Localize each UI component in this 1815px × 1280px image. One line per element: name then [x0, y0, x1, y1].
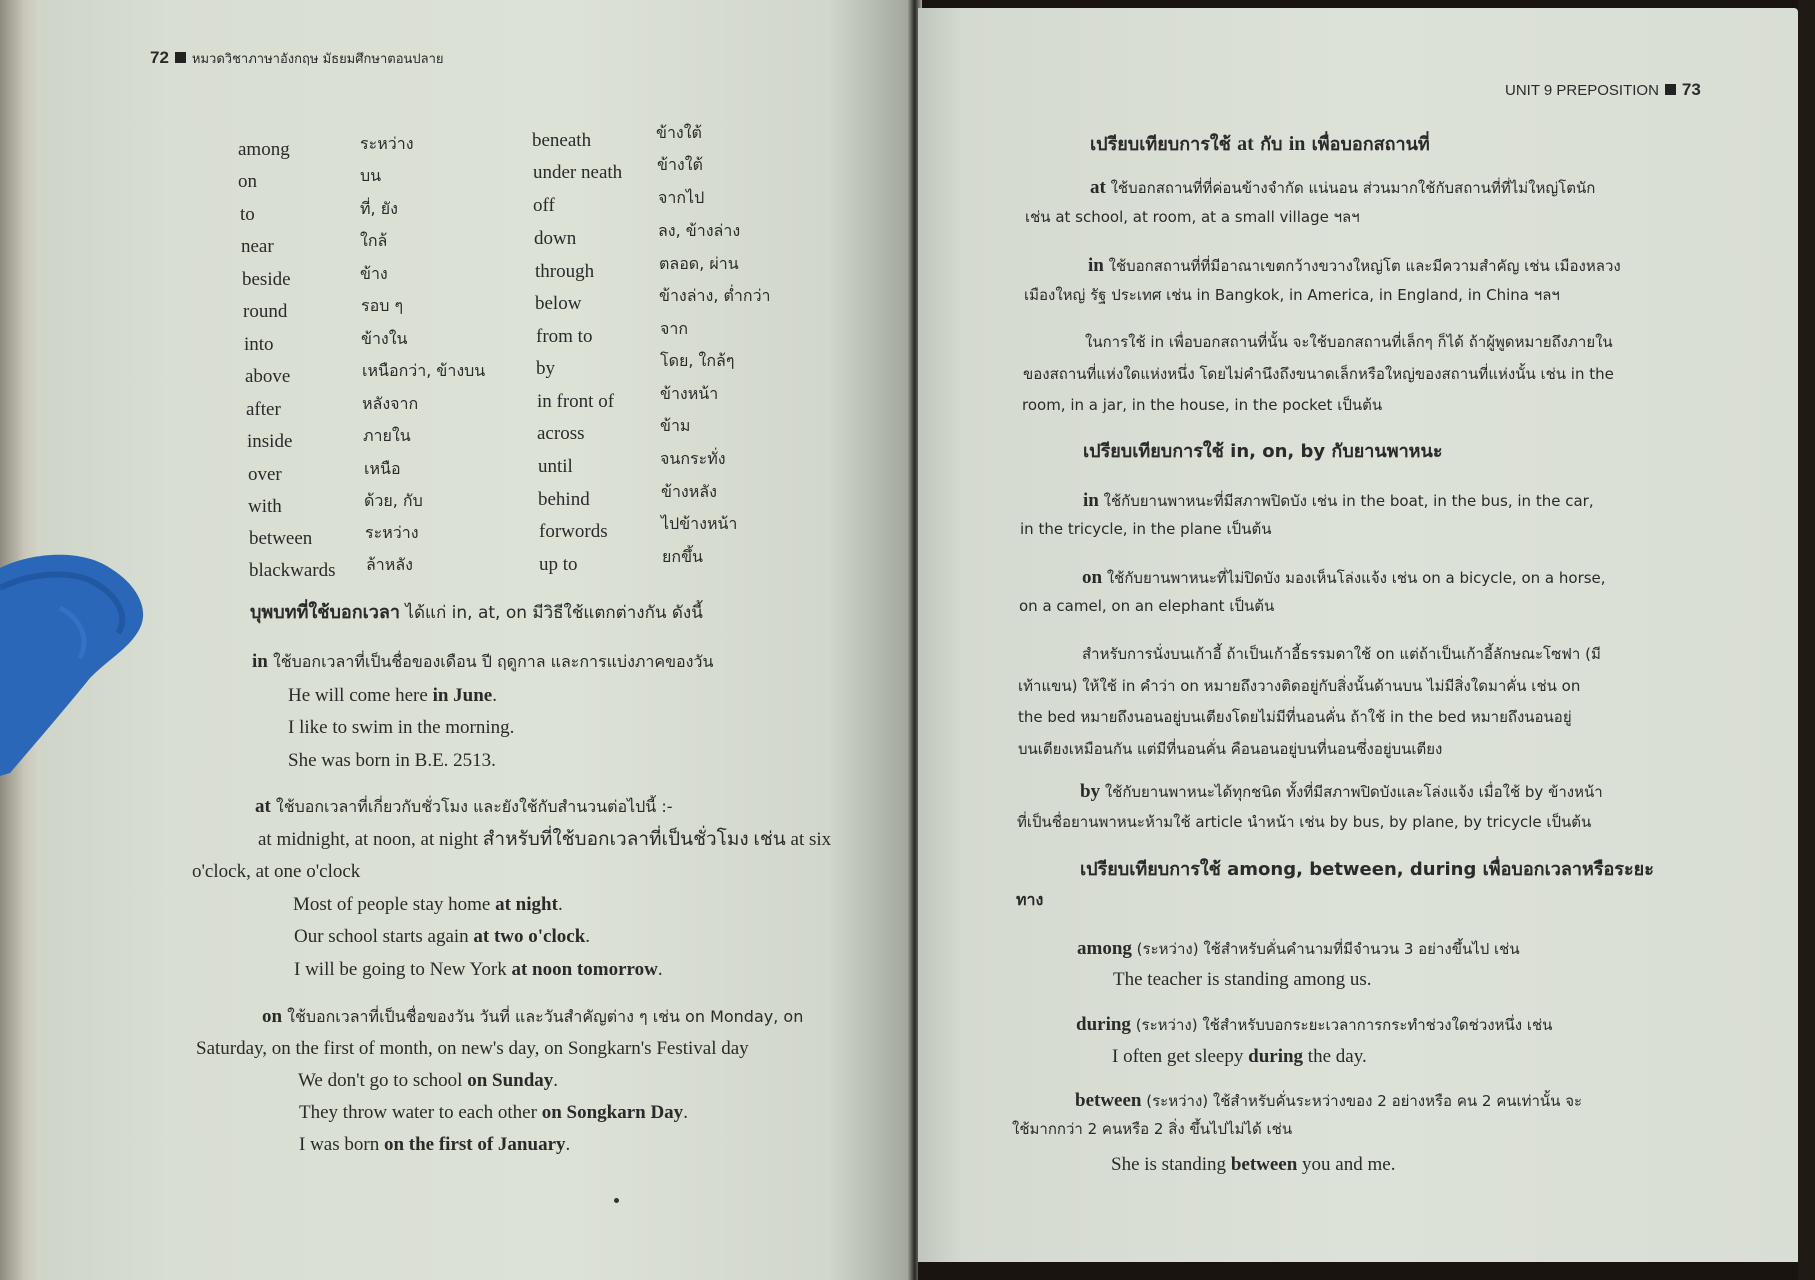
at-description: ใช้บอกเวลาที่เกี่ยวกับชั่วโมง และยังใช้กับสำนวนต่อไปนี้ :- — [270, 797, 673, 816]
at-example-1 — [293, 895, 563, 914]
vocab-th: ยกขึ้น — [662, 547, 703, 566]
example-text: I will be going to New York — [294, 959, 512, 980]
between-line-2: ใช้มากกว่า 2 คนหรือ 2 สิ่ง ขึ้นไปไม่ได้ เช่น — [1012, 1120, 1293, 1138]
at-line-1-text: at midnight, at noon, at night สำหรับที่ใช้บอกเวลาที่เป็นชั่วโมง เช่น at six — [258, 829, 832, 850]
among-desc: (ระหว่าง) ใช้สำหรับคั่นคำนามที่มีจำนวน 3 อย่างขึ้นไป เช่น — [1131, 940, 1520, 958]
vocab-en: from to — [536, 326, 593, 347]
in-place-rule — [1088, 256, 1621, 275]
header-square-icon — [1665, 84, 1676, 95]
example-bold: at night — [495, 894, 558, 915]
vocab-th: ระหว่าง — [365, 523, 419, 542]
vocab-th: จากไป — [658, 188, 705, 207]
unit-title: UNIT 9 PREPOSITION — [1505, 82, 1659, 99]
at-vs-in-heading — [1090, 134, 1430, 154]
background-strip-right — [1798, 0, 1815, 1280]
on-example-1 — [298, 1071, 558, 1090]
during-desc: (ระหว่าง) ใช้สำหรับบอกระยะเวลาการกระทำช่วงใดช่วงหนึ่ง เช่น — [1130, 1016, 1553, 1034]
vocab-en: over — [248, 464, 282, 485]
example-bold: at noon tomorrow — [511, 959, 658, 980]
at-time-rule — [255, 797, 672, 816]
at-line-2: o'clock, at one o'clock — [192, 861, 361, 882]
example-text: Our school starts again — [294, 926, 474, 947]
at-place-line-2: เช่น at school, at room, at a small village ฯลฯ — [1025, 208, 1360, 226]
in-label: in — [1088, 255, 1104, 276]
at-line-1 — [258, 830, 831, 849]
right-page-header — [1505, 80, 1701, 100]
vocab-en: blackwards — [249, 560, 336, 581]
vocab-en: to — [240, 204, 255, 225]
vocab-th: ภายใน — [363, 426, 411, 445]
vocab-en: beneath — [532, 130, 592, 151]
vocab-th: ข้างใต้ — [657, 155, 703, 174]
vocab-en: in front of — [537, 391, 615, 412]
example-text: I was born — [299, 1134, 384, 1155]
vocab-th: จนกระทั่ง — [660, 449, 726, 468]
chair-note-2: เท้าแขน) ให้ใช้ in คำว่า on หมายถึงวางติดอยู่กับสิ่งนั้นด้านบน ไม่มีสิ่งใดมาคั่น เช่น on — [1018, 677, 1581, 695]
between-label: between — [1075, 1090, 1142, 1111]
example-punct: . — [492, 685, 497, 706]
chair-note-4: บนเตียงเหมือนกัน แต่มีที่นอนคั่น คือนอนอยู่บนที่นอนซึ่งอยู่บนเตียง — [1018, 740, 1443, 758]
between-desc: (ระหว่าง) ใช้สำหรับคั่นระหว่างของ 2 อย่างหรือ คน 2 คนเท่านั้น จะ — [1141, 1092, 1583, 1110]
example-punct: . — [557, 894, 563, 915]
in-label: in — [252, 651, 268, 672]
at-example-2 — [294, 927, 590, 946]
on-vehicle-rule — [1082, 568, 1606, 587]
vocab-th: เหนือกว่า, ข้างบน — [362, 361, 486, 380]
in-vehicle-rule — [1083, 491, 1594, 510]
vocab-en: after — [246, 399, 281, 420]
time-prepositions-heading — [250, 603, 703, 622]
example-bold: in June — [432, 685, 493, 706]
in-place-note-2: ของสถานที่แห่งใดแห่งหนึ่ง โดยไม่คำนึงถึงขนาดเล็กหรือใหญ่ของสถานที่แห่งนั้น เช่น in the — [1023, 365, 1614, 383]
at-place-desc: ใช้บอกสถานที่ที่ค่อนข้างจำกัด แน่นอน ส่วนมากใช้กับสถานที่ที่ไม่ใหญ่โตนัก — [1105, 179, 1596, 197]
vocab-th: บน — [360, 166, 382, 185]
vocab-en: inside — [247, 431, 293, 452]
left-page-header — [150, 48, 444, 69]
example-bold: on Sunday — [467, 1070, 554, 1091]
vocab-en: down — [534, 228, 577, 249]
vocab-th: เหนือ — [364, 459, 401, 478]
example-bold: between — [1230, 1154, 1298, 1175]
example-bold: at two o'clock — [473, 926, 586, 947]
in-description: ใช้บอกเวลาที่เป็นชื่อของเดือน ปี ฤดูกาล และการแบ่งภาคของวัน — [267, 652, 714, 671]
example-bold: on Songkarn Day — [541, 1102, 684, 1123]
example-text: Most of people stay home — [293, 894, 496, 915]
by-label: by — [1080, 781, 1101, 802]
on-example-3 — [299, 1135, 570, 1154]
heading-part: at — [1237, 133, 1254, 155]
on-example-2 — [299, 1103, 688, 1122]
example-punct: . — [585, 926, 591, 947]
on-vehicle-desc: ใช้กับยานพาหนะที่ไม่ปิดบัง มองเห็นโล่งแจ้ง เช่น on a bicycle, on a horse, — [1102, 569, 1606, 587]
blue-glove-thumb — [0, 548, 150, 778]
at-label: at — [1090, 177, 1106, 198]
vocab-en: across — [537, 423, 585, 444]
vocab-en: until — [538, 456, 573, 477]
vocab-th: โดย, ใกล้ๆ — [660, 351, 735, 370]
in-place-line-2: เมืองใหญ่ รัฐ ประเทศ เช่น in Bangkok, in America, in England, in China ฯลฯ — [1024, 286, 1560, 304]
among-label: among — [1077, 938, 1132, 959]
time-heading-rest: ได้แก่ in, at, on มีวิธีใช้แตกต่างกัน ดังนี้ — [400, 603, 703, 623]
in-place-desc: ใช้บอกสถานที่ที่มีอาณาเขตกว้างขวางใหญ่โต และมีความสำคัญ เช่น เมืองหลวง — [1103, 257, 1621, 275]
among-between-heading: เปรียบเทียบการใช้ among, between, during เพื่อบอกเวลาหรือระยะ — [1080, 859, 1654, 880]
in-time-rule — [252, 652, 713, 671]
vocab-en: off — [533, 195, 555, 216]
example-punct: . — [657, 959, 663, 980]
vocab-en: near — [241, 236, 274, 257]
ink-speck — [614, 1198, 619, 1203]
vocab-en: up to — [539, 554, 578, 575]
among-between-heading-2: ทาง — [1016, 890, 1044, 909]
vocab-en: through — [535, 261, 595, 282]
vocab-th: ข้าง — [360, 264, 388, 283]
vocab-th: ที่, ยัง — [360, 199, 398, 218]
at-place-rule — [1090, 178, 1595, 197]
background-strip — [918, 1262, 1815, 1280]
on-time-rule — [262, 1007, 803, 1026]
vocab-th: ข้างหน้า — [660, 384, 719, 403]
example-text: you and me. — [1297, 1154, 1396, 1175]
example-text: I often get sleepy — [1112, 1046, 1249, 1067]
vocab-th: ระหว่าง — [360, 134, 414, 153]
vocab-th: ใกล้ — [360, 231, 388, 250]
vocab-th: ข้างล่าง, ต่ำกว่า — [659, 286, 771, 305]
left-page-number: 72 — [150, 48, 169, 67]
at-example-3 — [294, 960, 663, 979]
vocab-en: below — [535, 293, 582, 314]
on-line-2: Saturday, on the first of month, on new's day, on Songkarn's Festival day — [196, 1038, 749, 1059]
vocab-en: under neath — [533, 162, 623, 183]
heading-part: เปรียบเทียบการใช้ — [1090, 134, 1238, 155]
vocab-th: หลังจาก — [362, 394, 419, 413]
vocab-en: beside — [242, 269, 291, 290]
example-text: We don't go to school — [298, 1070, 468, 1091]
example-text: She is standing — [1111, 1154, 1231, 1175]
vocab-en: into — [244, 334, 274, 355]
vocab-en: round — [243, 301, 288, 322]
example-punct: . — [565, 1134, 571, 1155]
vocab-th: ด้วย, กับ — [364, 491, 423, 510]
in-vehicle-line-2: in the tricycle, in the plane เป็นต้น — [1020, 520, 1272, 538]
among-rule — [1077, 939, 1520, 958]
example-bold: during — [1248, 1046, 1304, 1067]
vocab-th: ล้าหลัง — [366, 555, 413, 574]
vocab-th: ไปข้างหน้า — [661, 514, 738, 533]
in-place-note-1: ในการใช้ in เพื่อบอกสถานที่นั้น จะใช้บอกสถานที่เล็กๆ ก็ได้ ถ้าผู้พูดหมายถึงภายใน — [1085, 333, 1613, 351]
left-running-title: หมวดวิชาภาษาอังกฤษ มัธยมศึกษาตอนปลาย — [191, 52, 444, 67]
vocab-th: ข้างใน — [361, 329, 408, 348]
vocab-en: by — [536, 358, 555, 379]
between-rule — [1075, 1091, 1582, 1110]
example-text: the day. — [1303, 1046, 1367, 1067]
vocab-th: ข้าม — [660, 416, 691, 435]
vocab-en: forwords — [539, 521, 608, 542]
on-label: on — [262, 1006, 283, 1027]
vocab-th: ลง, ข้างล่าง — [658, 221, 741, 240]
in-place-note-3: room, in a jar, in the house, in the pocket เป็นต้น — [1022, 396, 1383, 414]
by-vehicle-rule — [1080, 782, 1603, 801]
during-example — [1112, 1047, 1367, 1066]
right-page-number: 73 — [1681, 80, 1701, 99]
example-bold: on the first of January — [383, 1134, 566, 1155]
in-label: in — [1083, 490, 1099, 511]
vocab-th: ตลอด, ผ่าน — [659, 254, 739, 273]
vehicle-heading: เปรียบเทียบการใช้ in, on, by กับยานพาหนะ — [1083, 441, 1443, 462]
vocab-en: on — [238, 171, 257, 192]
heading-part: กับ — [1253, 134, 1289, 155]
vocab-th: จาก — [660, 319, 689, 338]
between-example — [1111, 1155, 1395, 1174]
vocab-th: ข้างหลัง — [661, 482, 717, 501]
example-text: He will come here — [288, 685, 433, 706]
vocab-en: with — [248, 496, 282, 517]
by-vehicle-desc: ใช้กับยานพาหนะได้ทุกชนิด ทั้งที่มีสภาพปิดบังและโล่งแจ้ง เมื่อใช้ by ข้างหน้า — [1100, 783, 1603, 801]
in-example-1 — [288, 686, 497, 705]
vocab-en: behind — [538, 489, 590, 510]
chair-note-1: สำหรับการนั่งบนเก้าอี้ ถ้าเป็นเก้าอี้ธรรมดาใช้ on แต่ถ้าเป็นเก้าอี้ลักษณะโซฟา (มี — [1082, 645, 1601, 663]
vocab-th: ข้างใต้ — [656, 123, 702, 142]
by-vehicle-line-2: ที่เป็นชื่อยานพาหนะห้ามใช้ article นำหน้า เช่น by bus, by plane, by tricycle เป็นต้น — [1017, 813, 1592, 831]
example-text: They throw water to each other — [299, 1102, 542, 1123]
at-label: at — [255, 796, 271, 817]
on-description: ใช้บอกเวลาที่เป็นชื่อของวัน วันที่ และวันสำคัญต่าง ๆ เช่น on Monday, on — [282, 1007, 804, 1026]
vocab-th: รอบ ๆ — [361, 296, 404, 315]
header-square-icon — [175, 52, 186, 63]
on-label: on — [1082, 567, 1103, 588]
among-example: The teacher is standing among us. — [1113, 969, 1372, 990]
vocab-en: between — [249, 528, 313, 549]
on-vehicle-line-2: on a camel, on an elephant เป็นต้น — [1019, 597, 1275, 615]
in-example-3: She was born in B.E. 2513. — [288, 750, 496, 771]
vocab-en: above — [245, 366, 291, 387]
heading-part: in — [1288, 133, 1306, 155]
during-label: during — [1076, 1014, 1131, 1035]
example-punct: . — [553, 1070, 559, 1091]
chair-note-3: the bed หมายถึงนอนอยู่บนเตียงโดยไม่มีที่นอนคั่น ถ้าใช้ in the bed หมายถึงนอนอยู่ — [1018, 708, 1572, 726]
example-punct: . — [683, 1102, 688, 1123]
heading-part: เพื่อบอกสถานที่ — [1305, 134, 1430, 155]
in-example-2: I like to swim in the morning. — [288, 717, 515, 738]
in-vehicle-desc: ใช้กับยานพาหนะที่มีสภาพปิดบัง เช่น in the boat, in the bus, in the car, — [1098, 492, 1594, 510]
vocab-en: among — [238, 139, 290, 160]
during-rule — [1076, 1015, 1552, 1034]
time-heading-bold: บุพบทที่ใช้บอกเวลา — [250, 602, 400, 623]
